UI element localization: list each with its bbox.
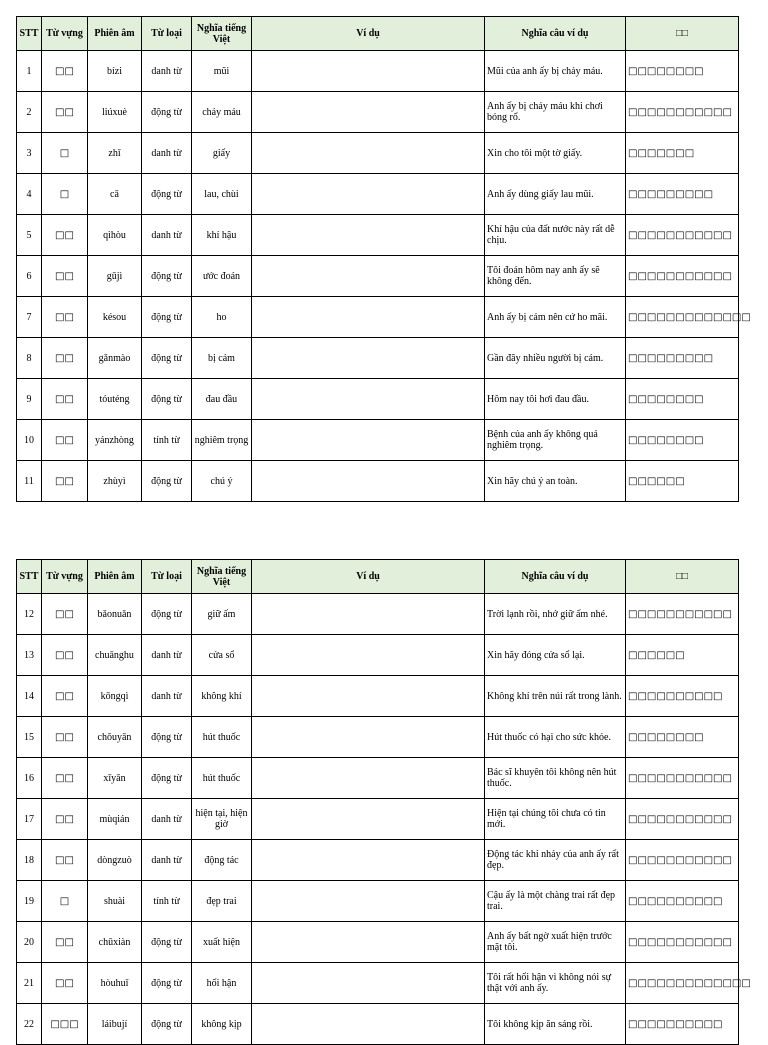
cell-example	[252, 799, 485, 840]
cell-meaning: ước đoán	[192, 256, 252, 297]
cell-example-meaning: Anh ấy bị cảm nên cứ ho mãi.	[485, 297, 626, 338]
cell-example	[252, 717, 485, 758]
cell-word: □	[42, 174, 88, 215]
cell-cn: □□□□□□□□□□□	[626, 215, 739, 256]
cell-pos: động từ	[142, 461, 192, 502]
table-row	[17, 461, 739, 502]
cell-example-meaning: Xin cho tôi một tờ giấy.	[485, 133, 626, 174]
vocabulary-table-2	[16, 559, 751, 1045]
cell-example-meaning: Không khí trên núi rất trong lành.	[485, 676, 626, 717]
cell-meaning: bị cảm	[192, 338, 252, 379]
cell-pinyin: késou	[88, 297, 142, 338]
cell-cn: □□□□□□□□	[626, 379, 739, 420]
header-word: Từ vựng	[42, 560, 88, 594]
cell-stt: 17	[17, 799, 42, 840]
cell-word: □□	[42, 51, 88, 92]
cell-pinyin: láibují	[88, 1004, 142, 1045]
cell-pos: động từ	[142, 92, 192, 133]
cell-pinyin: cā	[88, 174, 142, 215]
cell-pinyin: qìhòu	[88, 215, 142, 256]
cell-example-meaning: Xin hãy chú ý an toàn.	[485, 461, 626, 502]
cell-word: □□	[42, 461, 88, 502]
cell-word: □□□	[42, 1004, 88, 1045]
header-word: Từ vựng	[42, 17, 88, 51]
cell-stt: 5	[17, 215, 42, 256]
cell-stt: 8	[17, 338, 42, 379]
cell-example	[252, 420, 485, 461]
cell-stt: 4	[17, 174, 42, 215]
cell-pos: động từ	[142, 963, 192, 1004]
cell-pos: động từ	[142, 594, 192, 635]
cell-pinyin: bǎonuǎn	[88, 594, 142, 635]
cell-stt: 7	[17, 297, 42, 338]
cell-pinyin: liúxuè	[88, 92, 142, 133]
cell-pinyin: chōuyān	[88, 717, 142, 758]
cell-pos: tính từ	[142, 420, 192, 461]
cell-pos: động từ	[142, 256, 192, 297]
cell-cn: □□□□□□□□□□	[626, 881, 739, 922]
cell-stt: 18	[17, 840, 42, 881]
cell-pinyin: dòngzuò	[88, 840, 142, 881]
cell-word: □□	[42, 594, 88, 635]
cell-word: □□	[42, 963, 88, 1004]
cell-pinyin: shuài	[88, 881, 142, 922]
table-row	[17, 215, 739, 256]
table-body	[17, 594, 751, 1045]
cell-example-meaning: Khí hậu của đất nước này rất dễ chịu.	[485, 215, 626, 256]
header-cn: □□	[626, 560, 739, 594]
cell-example	[252, 758, 485, 799]
cell-example-meaning: Cậu ấy là một chàng trai rất đẹp trai.	[485, 881, 626, 922]
cell-stt: 2	[17, 92, 42, 133]
cell-meaning: khí hậu	[192, 215, 252, 256]
header-meaning: Nghĩa tiếng Việt	[192, 17, 252, 51]
cell-example-meaning: Mũi của anh ấy bị chảy máu.	[485, 51, 626, 92]
cell-example-meaning: Gần đây nhiều người bị cảm.	[485, 338, 626, 379]
cell-word: □□	[42, 215, 88, 256]
cell-stt: 22	[17, 1004, 42, 1045]
header-row	[17, 560, 739, 594]
cell-pos: động từ	[142, 379, 192, 420]
cell-cn: □□□□□□□□□□□	[626, 594, 739, 635]
cell-meaning: hút thuốc	[192, 717, 252, 758]
cell-word: □□	[42, 922, 88, 963]
table-row	[17, 963, 739, 1004]
cell-word: □	[42, 133, 88, 174]
cell-pos: danh từ	[142, 635, 192, 676]
cell-pos: động từ	[142, 758, 192, 799]
cell-pos: danh từ	[142, 215, 192, 256]
cell-example-meaning: Anh ấy bị chảy máu khi chơi bóng rổ.	[485, 92, 626, 133]
cell-pos: động từ	[142, 1004, 192, 1045]
cell-stt: 6	[17, 256, 42, 297]
cell-word: □□	[42, 297, 88, 338]
cell-pos: danh từ	[142, 799, 192, 840]
cell-word: □□	[42, 676, 88, 717]
cell-example	[252, 133, 485, 174]
header-row	[17, 17, 739, 51]
cell-meaning: xuất hiện	[192, 922, 252, 963]
cell-example	[252, 594, 485, 635]
cell-cn: □□□□□□□□	[626, 717, 739, 758]
cell-cn: □□□□□□□□□□□	[626, 922, 739, 963]
cell-cn: □□□□□□□□□	[626, 174, 739, 215]
cell-cn: □□□□□□	[626, 461, 739, 502]
cell-meaning: chảy máu	[192, 92, 252, 133]
cell-example-meaning: Bệnh của anh ấy không quá nghiêm trọng.	[485, 420, 626, 461]
cell-meaning: không khí	[192, 676, 252, 717]
table-row	[17, 92, 739, 133]
cell-meaning: chú ý	[192, 461, 252, 502]
table-row	[17, 51, 739, 92]
table-row	[17, 297, 739, 338]
cell-stt: 16	[17, 758, 42, 799]
cell-example-meaning: Hôm nay tôi hơi đau đầu.	[485, 379, 626, 420]
header-stt: STT	[17, 560, 42, 594]
cell-stt: 1	[17, 51, 42, 92]
cell-cn: □□□□□□□□□□	[626, 1004, 739, 1045]
table-header	[17, 17, 739, 51]
cell-pinyin: kōngqì	[88, 676, 142, 717]
cell-example	[252, 51, 485, 92]
cell-example	[252, 256, 485, 297]
table-row	[17, 594, 739, 635]
cell-meaning: lau, chùi	[192, 174, 252, 215]
cell-meaning: giữ ấm	[192, 594, 252, 635]
header-stt: STT	[17, 17, 42, 51]
cell-example-meaning: Tôi đoán hôm nay anh ấy sẽ không đến.	[485, 256, 626, 297]
cell-stt: 12	[17, 594, 42, 635]
cell-word: □□	[42, 379, 88, 420]
cell-word: □□	[42, 840, 88, 881]
cell-cn: □□□□□□□□□□□□□	[626, 297, 739, 338]
cell-pinyin: chuānghu	[88, 635, 142, 676]
cell-example	[252, 676, 485, 717]
cell-example	[252, 840, 485, 881]
cell-cn: □□□□□□□	[626, 133, 739, 174]
cell-example-meaning: Anh ấy bất ngờ xuất hiện trước mặt tôi.	[485, 922, 626, 963]
cell-example-meaning: Xin hãy đóng cửa sổ lại.	[485, 635, 626, 676]
cell-stt: 11	[17, 461, 42, 502]
cell-example	[252, 215, 485, 256]
cell-example-meaning: Hiện tại chúng tôi chưa có tin mới.	[485, 799, 626, 840]
header-pinyin: Phiên âm	[88, 17, 142, 51]
cell-word: □□	[42, 420, 88, 461]
table-header	[17, 560, 739, 594]
cell-example	[252, 92, 485, 133]
cell-stt: 20	[17, 922, 42, 963]
cell-pinyin: yánzhòng	[88, 420, 142, 461]
cell-cn: □□□□□□□□□□	[626, 676, 739, 717]
cell-meaning: không kịp	[192, 1004, 252, 1045]
table-row	[17, 676, 739, 717]
header-pinyin: Phiên âm	[88, 560, 142, 594]
header-meaning: Nghĩa tiếng Việt	[192, 560, 252, 594]
header-example: Ví dụ	[252, 17, 485, 51]
header-example: Ví dụ	[252, 560, 485, 594]
table-row	[17, 174, 739, 215]
cell-pinyin: chūxiàn	[88, 922, 142, 963]
cell-example-meaning: Bác sĩ khuyên tôi không nên hút thuốc.	[485, 758, 626, 799]
cell-pos: động từ	[142, 338, 192, 379]
cell-meaning: ho	[192, 297, 252, 338]
cell-pinyin: gūjì	[88, 256, 142, 297]
cell-pinyin: hòuhuǐ	[88, 963, 142, 1004]
cell-cn: □□□□□□□□	[626, 51, 739, 92]
table-row	[17, 1004, 739, 1045]
table-row	[17, 840, 739, 881]
table-body	[17, 51, 751, 502]
cell-word: □□	[42, 635, 88, 676]
cell-cn: □□□□□□□□□□□	[626, 758, 739, 799]
cell-pinyin: mùqián	[88, 799, 142, 840]
cell-example-meaning: Anh ấy dùng giấy lau mũi.	[485, 174, 626, 215]
cell-example-meaning: Tôi không kịp ăn sáng rồi.	[485, 1004, 626, 1045]
table-row	[17, 717, 739, 758]
cell-cn: □□□□□□□□□	[626, 338, 739, 379]
cell-example	[252, 338, 485, 379]
cell-pos: danh từ	[142, 676, 192, 717]
cell-word: □□	[42, 799, 88, 840]
cell-example	[252, 881, 485, 922]
cell-stt: 19	[17, 881, 42, 922]
cell-example	[252, 461, 485, 502]
cell-meaning: đẹp trai	[192, 881, 252, 922]
cell-meaning: giấy	[192, 133, 252, 174]
cell-cn: □□□□□□□□□□□	[626, 92, 739, 133]
cell-meaning: hiện tại, hiện giờ	[192, 799, 252, 840]
cell-pos: danh từ	[142, 133, 192, 174]
cell-meaning: hối hận	[192, 963, 252, 1004]
cell-pinyin: bízi	[88, 51, 142, 92]
header-pos: Từ loại	[142, 17, 192, 51]
cell-pinyin: gǎnmào	[88, 338, 142, 379]
cell-stt: 14	[17, 676, 42, 717]
cell-stt: 13	[17, 635, 42, 676]
cell-example	[252, 963, 485, 1004]
cell-word: □□	[42, 92, 88, 133]
cell-meaning: cửa sổ	[192, 635, 252, 676]
table-row	[17, 256, 739, 297]
header-example-meaning: Nghĩa câu ví dụ	[485, 17, 626, 51]
cell-pos: danh từ	[142, 51, 192, 92]
cell-meaning: hút thuốc	[192, 758, 252, 799]
cell-example	[252, 297, 485, 338]
table-row	[17, 379, 739, 420]
cell-meaning: động tác	[192, 840, 252, 881]
table-row	[17, 420, 739, 461]
cell-cn: □□□□□□□□□□□	[626, 799, 739, 840]
cell-word: □□	[42, 338, 88, 379]
cell-cn: □□□□□□□□□□□	[626, 840, 739, 881]
vocabulary-table-1	[16, 16, 751, 502]
cell-word: □□	[42, 758, 88, 799]
cell-pos: động từ	[142, 174, 192, 215]
cell-meaning: mũi	[192, 51, 252, 92]
cell-stt: 15	[17, 717, 42, 758]
cell-word: □	[42, 881, 88, 922]
cell-cn: □□□□□□□□	[626, 420, 739, 461]
cell-stt: 21	[17, 963, 42, 1004]
cell-meaning: đau đầu	[192, 379, 252, 420]
cell-pos: động từ	[142, 922, 192, 963]
cell-pinyin: tóuténg	[88, 379, 142, 420]
cell-stt: 3	[17, 133, 42, 174]
cell-cn: □□□□□□□□□□□□□	[626, 963, 739, 1004]
table-row	[17, 133, 739, 174]
cell-example	[252, 922, 485, 963]
header-example-meaning: Nghĩa câu ví dụ	[485, 560, 626, 594]
table-row	[17, 881, 739, 922]
cell-pos: động từ	[142, 717, 192, 758]
table-row	[17, 635, 739, 676]
cell-meaning: nghiêm trọng	[192, 420, 252, 461]
cell-example	[252, 635, 485, 676]
cell-word: □□	[42, 256, 88, 297]
cell-example	[252, 174, 485, 215]
cell-pos: danh từ	[142, 840, 192, 881]
cell-stt: 10	[17, 420, 42, 461]
cell-example	[252, 1004, 485, 1045]
cell-pinyin: zhùyì	[88, 461, 142, 502]
table-row	[17, 758, 739, 799]
cell-example-meaning: Động tác khi nhảy của anh ấy rất đẹp.	[485, 840, 626, 881]
table-row	[17, 799, 739, 840]
cell-cn: □□□□□□□□□□□	[626, 256, 739, 297]
cell-example-meaning: Trời lạnh rồi, nhớ giữ ấm nhé.	[485, 594, 626, 635]
cell-pos: tính từ	[142, 881, 192, 922]
cell-pinyin: zhǐ	[88, 133, 142, 174]
cell-pos: động từ	[142, 297, 192, 338]
cell-example	[252, 379, 485, 420]
table-row	[17, 338, 739, 379]
cell-pinyin: xīyān	[88, 758, 142, 799]
header-cn: □□	[626, 17, 739, 51]
table-row	[17, 922, 739, 963]
cell-cn: □□□□□□	[626, 635, 739, 676]
cell-word: □□	[42, 717, 88, 758]
cell-example-meaning: Tôi rất hối hận vì không nói sự thật với anh ấy.	[485, 963, 626, 1004]
cell-stt: 9	[17, 379, 42, 420]
header-pos: Từ loại	[142, 560, 192, 594]
cell-example-meaning: Hút thuốc có hại cho sức khỏe.	[485, 717, 626, 758]
